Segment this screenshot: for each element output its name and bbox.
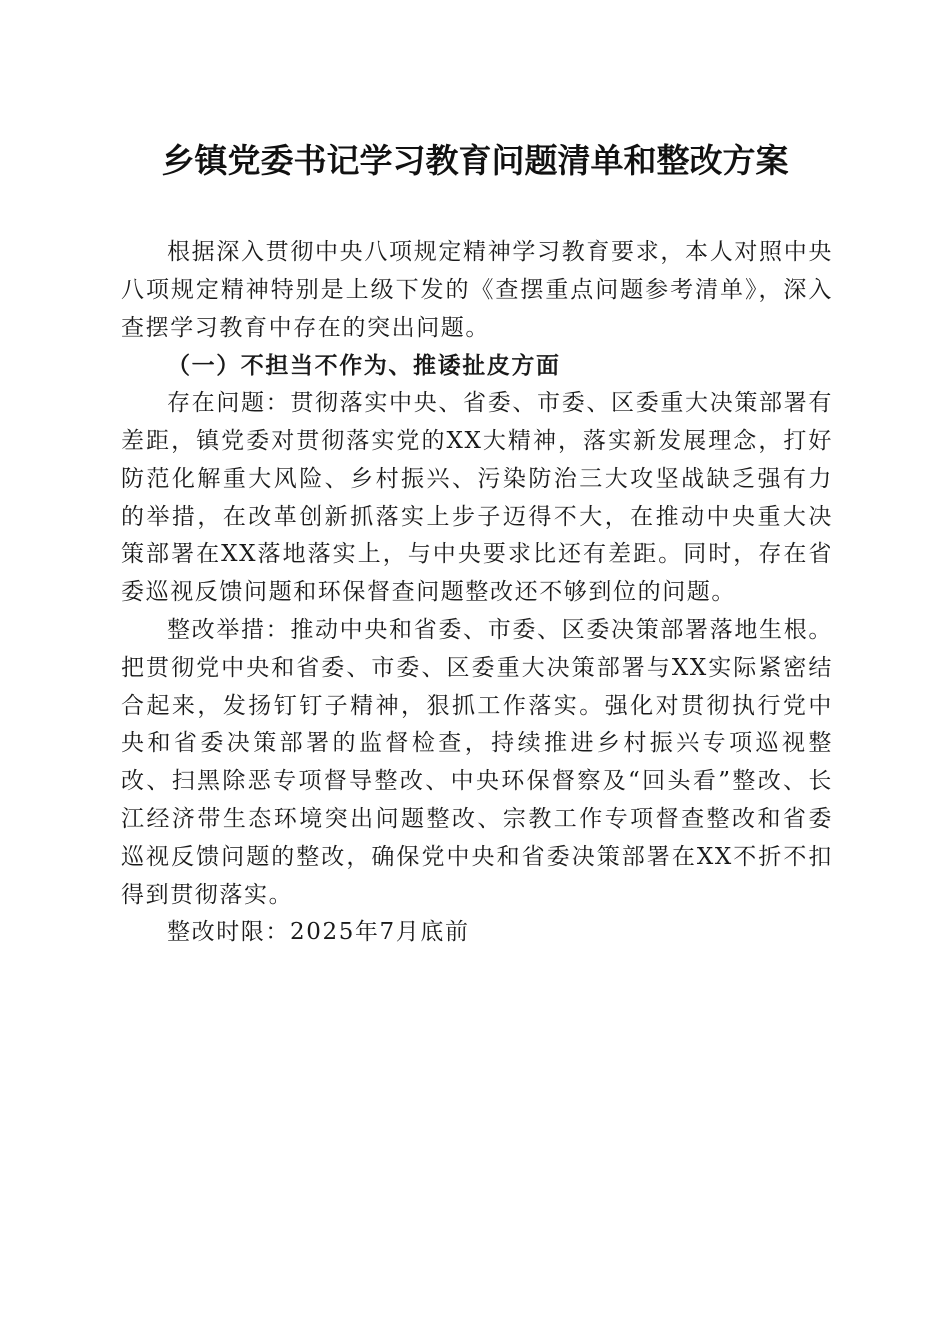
document-body: [121, 234, 833, 952]
intro-paragraph: 根据深入贯彻中央八项规定精神学习教育要求，本人对照中央八项规定精神特别是上级下发的《查摆重点问题参考清单》，深入查摆学习教育中存在的突出问题。: [121, 239, 833, 341]
deadline-paragraph: 整改时限：2025年7月底前: [167, 919, 470, 946]
section-heading: （一）不担当不作为、推诿扯皮方面: [167, 352, 561, 380]
measures-paragraph: 整改举措：推动中央和省委、市委、区委决策部署落地生根。把贯彻党中央和省委、市委、区委重大决策部署与XX实际紧密结合起来，发扬钉钉子精神，狠抓工作落实。强化对贯彻执行党中央和省委决策部署的监督检查，持续推进乡村振兴专项巡视整改、扫黑除恶专项督导整改、中央环保督察及“回头看”整改、长江经济带生态环境突出问题整改、宗教工作专项督查整改和省委巡视反馈问题的整改，确保党中央和省委决策部署在XX不折不扣得到贯彻落实。: [121, 616, 833, 908]
problems-paragraph: 存在问题：贯彻落实中央、省委、市委、区委重大决策部署有差距，镇党委对贯彻落实党的XX大精神，落实新发展理念，打好防范化解重大风险、乡村振兴、污染防治三大攻坚战缺乏强有力的举措，在改革创新抓落实上步子迈得不大，在推动中央重大决策部署在XX落地落实上，与中央要求比还有差距。同时，存在省委巡视反馈问题和环保督查问题整改还不够到位的问题。: [121, 390, 833, 606]
document-title: 乡镇党委书记学习教育问题清单和整改方案: [161, 141, 789, 180]
